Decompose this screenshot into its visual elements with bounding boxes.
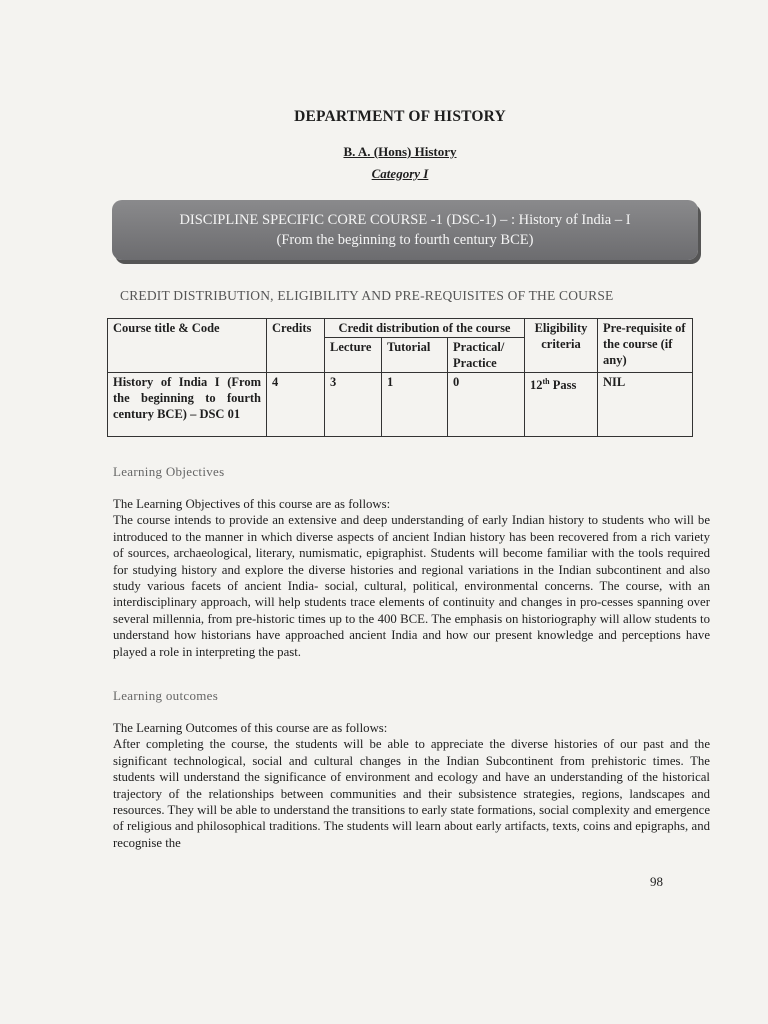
learning-objectives-intro: The Learning Objectives of this course are as follows: — [113, 497, 391, 511]
header-tutorial: Tutorial — [382, 338, 448, 373]
learning-outcomes-intro: The Learning Outcomes of this course are as follows: — [113, 721, 388, 735]
learning-objectives-heading: Learning Objectives — [113, 464, 225, 479]
learning-outcomes-body: After completing the course, the students will be able to appreciate the diverse histories of our past and the significant technological, social and cultural changes in the Indian Subcontinent from prehistoric times. The students will understand the significance of environment and ecology and have an understanding of the historical trajectory of the relationships between communities and their subsistence strategies, regions, landscapes and resources. They will be able to understand the transitions to early state formations, social complexity and emergence of religious and philosophical traditions. The students will learn about early artifacts, texts, coins and epigraphs, and recognise the — [113, 737, 710, 850]
header-practical: Practical/ Practice — [448, 338, 525, 373]
credit-section-heading: CREDIT DISTRIBUTION, ELIGIBILITY AND PRE-REQUISITES OF THE COURSE — [120, 288, 614, 303]
cell-credits: 4 — [267, 373, 325, 437]
category-label: Category I — [371, 166, 429, 181]
header-distribution: Credit distribution of the course — [325, 319, 525, 338]
degree-title: B. A. (Hons) History — [343, 144, 457, 159]
table-row — [108, 373, 693, 437]
cell-course-title: History of India I (From the beginning to fourth century BCE) – DSC 01 — [108, 373, 267, 437]
cell-prerequisite: NIL — [598, 373, 693, 437]
header-credits: Credits — [267, 319, 325, 373]
cell-tutorial: 1 — [382, 373, 448, 437]
eligibility-suffix: th — [542, 377, 550, 386]
learning-outcomes-text — [113, 720, 710, 851]
eligibility-rest: Pass — [549, 378, 577, 393]
credit-table — [107, 318, 693, 437]
eligibility-number: 12 — [530, 378, 543, 393]
course-banner — [112, 200, 698, 260]
page-number: 98 — [650, 874, 663, 889]
header-course-title: Course title & Code — [108, 319, 267, 373]
cell-lecture: 3 — [325, 373, 382, 437]
learning-outcomes-heading: Learning outcomes — [113, 688, 219, 703]
cell-eligibility — [525, 373, 598, 437]
header-prerequisite: Pre-requisite of the course (if any) — [598, 319, 693, 373]
course-banner-line1: DISCIPLINE SPECIFIC CORE COURSE -1 (DSC-1) – : History of India – I — [179, 212, 631, 228]
learning-objectives-text — [113, 496, 710, 660]
table-header-row — [108, 319, 693, 338]
header-lecture: Lecture — [325, 338, 382, 373]
cell-practical: 0 — [448, 373, 525, 437]
header-eligibility: Eligibility criteria — [525, 319, 598, 373]
department-title: DEPARTMENT OF HISTORY — [294, 108, 506, 125]
course-banner-line2: (From the beginning to fourth century BCE) — [276, 232, 534, 248]
learning-objectives-body: The course intends to provide an extensive and deep understanding of early Indian history to students who will be introduced to the manner in which diverse aspects of ancient Indian history has been recovered from a rich variety of sources, archaeological, literary, numismatic, epigraphist. Students will become familiar with the tools required for studying history and explore the diverse histories and regional variations in the Indian subcontinent and also study various facets of ancient India- social, cultural, political, environmental concerns. The course, with an interdisciplinary approach, will help students trace elements of continuity and changes in pro-cesses spanning over several millennia, from pre-historic times up to the 400 BCE. The emphasis on historiography will allow students to understand how historians have approached ancient India and how our present knowledge and perceptions have played a role in interpreting the past. — [113, 513, 710, 659]
